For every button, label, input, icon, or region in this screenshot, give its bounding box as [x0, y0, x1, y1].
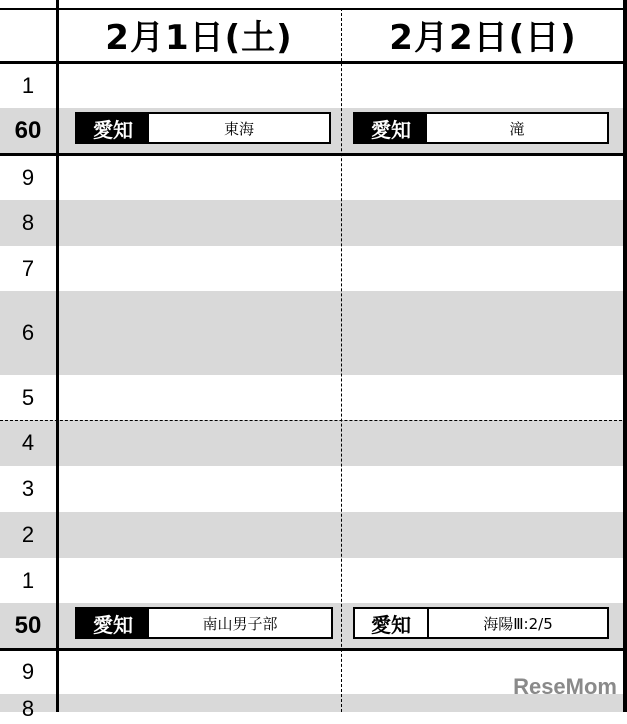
- day-header-feb2: 2月2日(日): [389, 17, 577, 58]
- row-label: 9: [21, 659, 35, 684]
- prefecture-label: 愛知: [77, 609, 149, 637]
- prefecture-label: 愛知: [77, 114, 149, 142]
- row-label: 1: [21, 73, 35, 98]
- row-8-band: [0, 200, 627, 246]
- row-5-divider: [0, 420, 627, 421]
- row-label: 9: [21, 164, 35, 190]
- prefecture-label: 愛知: [355, 114, 427, 142]
- row-label: 4: [21, 430, 35, 455]
- day-column-divider: [341, 8, 342, 712]
- resemom-logo: ReseMom: [513, 674, 617, 699]
- row-label: 8: [21, 696, 35, 721]
- row-label: 60: [14, 116, 42, 144]
- exam-entry: [75, 112, 331, 144]
- row-label: 2: [21, 522, 35, 547]
- header-bottom-border: [0, 61, 627, 64]
- school-name: 海陽Ⅲ:2/5: [483, 614, 553, 633]
- row-label: 3: [21, 476, 35, 501]
- school-name: 南山男子部: [202, 614, 278, 633]
- row-60-bottom-border: [0, 153, 627, 156]
- row-2-band: [0, 512, 627, 558]
- right-border: [623, 0, 627, 712]
- row-label: 7: [21, 255, 35, 281]
- row-6-band: [0, 291, 627, 375]
- exam-entry: [353, 607, 609, 639]
- top-border: [0, 8, 627, 10]
- exam-entry: [75, 607, 333, 639]
- school-name: 東海: [223, 119, 254, 138]
- label-column-border: [56, 0, 59, 712]
- row-label: 1: [21, 567, 35, 593]
- prefecture-label: 愛知: [355, 609, 429, 637]
- day-header-feb1: 2月1日(土): [105, 17, 293, 58]
- school-name: 滝: [509, 119, 525, 138]
- exam-entry: [353, 112, 609, 144]
- row-label: 5: [21, 384, 35, 410]
- row-label: 8: [21, 210, 35, 235]
- row-4-band: [0, 420, 627, 466]
- row-50-bottom-border: [0, 648, 627, 651]
- row-label: 50: [14, 611, 42, 639]
- row-label: 6: [21, 320, 35, 345]
